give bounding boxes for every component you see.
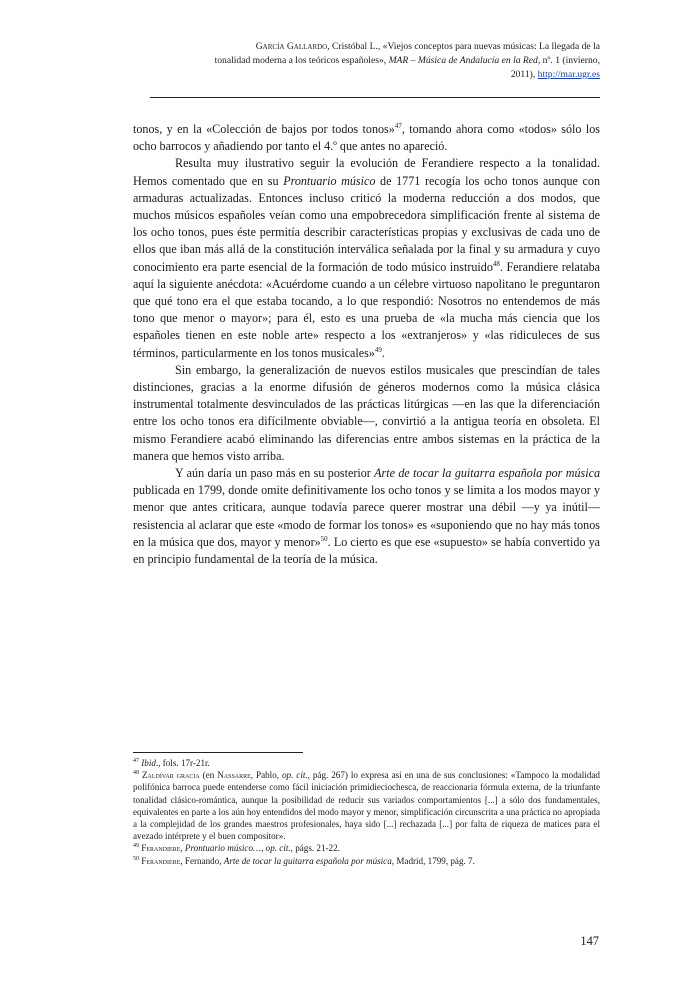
footnote-48: $^{48}$ Zaldívar gracia (en Nassarre, Pablo, op. cit., pág. 267) lo expresa así en una de sus conclusiones: «Tampoco la modalidad polifónica barroca puede entenderse como fácil iniciación primidieciochesca, de reaccionaria fórmula externa, de la triunfante tonalidad clásico-romántica, aunque la posibilidad de reducir sus variados comportamientos [...] a sólo dos fundamentales, equivalentes en parte a los aún hoy entendidos del modo mayor y menor, simplificación circunscrita a una práctica no apropiada a la complejidad de los grandes maestros profesionales, haya sido [...] rechazada [...] por falta de riqueza de matices para el avezado intérprete y el buen compositor». (133, 770, 600, 842)
running-header (150, 40, 600, 82)
header-journal: MAR – Música de Andalucía en la Red (388, 55, 538, 66)
header-link[interactable]: http://mar.ugr.es (537, 69, 600, 80)
header-line2: tonalidad moderna a los teóricos españoles», (214, 55, 389, 66)
footnote-ref-48[interactable]: 48 (492, 259, 500, 268)
footnotes (133, 757, 600, 867)
body-text (133, 121, 600, 568)
header-divider (150, 97, 600, 98)
paragraph-4: Y aún daría un paso más en su posterior Arte de tocar la guitarra española por música publicada en 1799, donde omite definitivamente los ocho tonos y se limita a los modos mayor y menor que antes criticara, aunque todavía parece querer mostrar una débil —y ya inútil— resistencia al aclarar que este «modo de formar los tonos» es «suponiendo que no hay más tonos en la música que dos, mayor y menor»$^{50}$. Lo cierto es que ese «supuesto» se había convertido ya en principio fundamental de la teoría de la música. (133, 466, 600, 567)
page-number: 147 (580, 934, 599, 948)
footnote-ref-50[interactable]: 50 (320, 534, 328, 543)
footnote-ref-47[interactable]: 47 (394, 121, 402, 130)
work-title-arte: Arte de tocar la guitarra española por música (374, 466, 600, 481)
header-author: García Gallardo (255, 41, 328, 52)
paragraph-3: Sin embargo, la generalización de nuevos estilos musicales que prescindían de tales distinciones, gracias a la enorme difusión de géneros modernos como la música clásica instrumental totalmente desvinculados de las prácticas litúrgicas —en las que la diferenciación entre los ocho tonos era difícilmente obviable—, convirtió a la antigua teoría en obsoleta. El mismo Ferandiere acabó eliminando las diferencias entre ambos sistemas en la práctica de la manera que hemos visto arriba. (133, 362, 600, 463)
paragraph-2: Resulta muy ilustrativo seguir la evolución de Ferandiere respecto a la tonalidad. Hemos comentado que en su Prontuario músico de 1771 recogía los ocho tonos aunque con armaduras actualizadas. Entonces incluso criticó la moderna reducción a dos modos, que muchos músicos españoles veían como una empobrecedora simplificación frente al sistema de los ocho tonos, pues éste permitía describir características propias y exclusivas de cada uno de ellos que iban más allá de la constitución interválica señalada por la final y su armadura y cuyo conocimiento era parte esencial de la formación de todo músico instruido$^{48}$. Ferandiere relataba aquí la siguiente anécdota: «Acuérdome cuando a un célebre virtuoso napolitano le preguntaron que qué tono era el que estaba tocando, a lo que respondió: Nosotros no entendemos de más tono que menor o mayor»; para él, esto es una prueba de «la mucha más ciencia que los españoles tienen en este noble arte» respecto a los «extranjeros» y «las ridiculeces de sus términos, particularmente en los tonos musicales»$^{49}$. (133, 156, 600, 360)
footnote-ref-49[interactable]: 49 (374, 345, 382, 354)
footnote-47: $^{47}$ Ibid., fols. 17r-21r. (133, 757, 210, 768)
footnote-49: $^{49}$ Ferandiere, Prontuario músico…, op. cit., págs. 21-22. (133, 843, 340, 854)
work-title-prontuario: Prontuario músico (283, 173, 376, 188)
header-line1: , Cristóbal L., «Viejos conceptos para nuevas músicas: La llegada de la (327, 41, 600, 52)
header-issue: , nº. 1 (invierno, (537, 55, 600, 66)
header-line3: 2011), (510, 69, 538, 80)
footnote-50: $^{50}$ Ferandiere, Fernando, Arte de tocar la guitarra española por música, Madrid, 1799, pág. 7. (133, 855, 475, 866)
paragraph-1: tonos, y en la «Colección de bajos por todos tonos»$^{47}$, tomando ahora como «todos» sólo los ocho barrocos y añadiendo por tanto el 4.º que antes no apareció. (133, 121, 601, 154)
footnote-divider (133, 752, 303, 753)
